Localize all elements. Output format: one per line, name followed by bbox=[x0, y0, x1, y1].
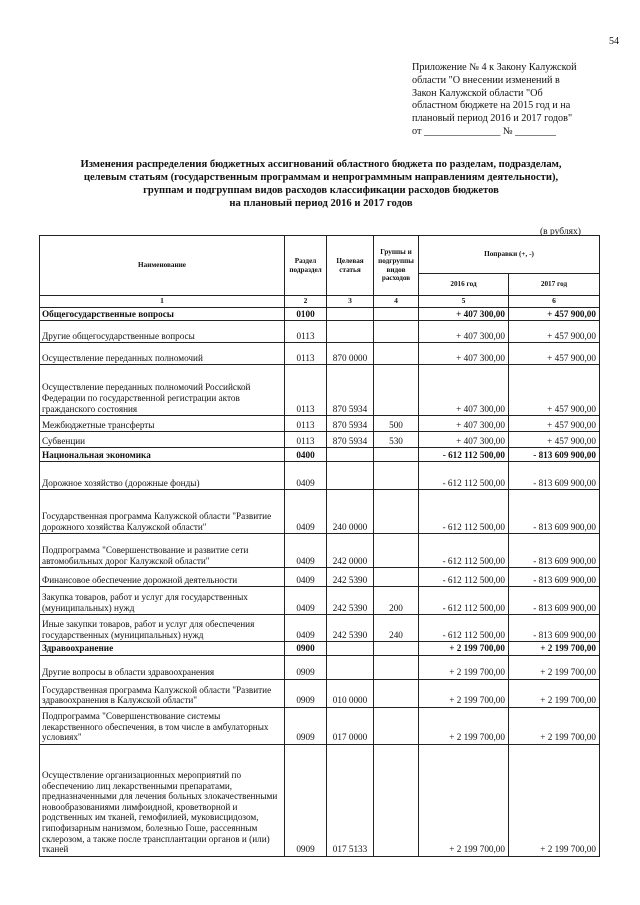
row-value-2017: - 813 609 900,00 bbox=[509, 448, 600, 462]
row-group: 530 bbox=[374, 432, 419, 448]
row-target bbox=[327, 321, 374, 343]
row-target bbox=[327, 655, 374, 679]
row-value-2016: + 407 300,00 bbox=[419, 365, 509, 416]
table-row bbox=[40, 679, 600, 707]
column-number: 2 bbox=[285, 296, 327, 308]
row-section: 0113 bbox=[285, 416, 327, 432]
table-row bbox=[40, 587, 600, 615]
row-target bbox=[327, 642, 374, 656]
row-value-2016: - 612 112 500,00 bbox=[419, 490, 509, 534]
row-group bbox=[374, 568, 419, 587]
table-row bbox=[40, 655, 600, 679]
table-row bbox=[40, 490, 600, 534]
row-section: 0409 bbox=[285, 490, 327, 534]
row-group bbox=[374, 343, 419, 365]
table-row bbox=[40, 707, 600, 744]
row-section: 0409 bbox=[285, 615, 327, 642]
appendix-line: плановый период 2016 и 2017 годов" bbox=[412, 113, 573, 125]
row-group bbox=[374, 655, 419, 679]
row-name: Дорожное хозяйство (дорожные фонды) bbox=[40, 462, 285, 490]
row-value-2016: + 2 199 700,00 bbox=[419, 642, 509, 656]
row-value-2017: + 457 900,00 bbox=[509, 416, 600, 432]
title-line: на плановый период 2016 и 2017 годов bbox=[229, 198, 413, 209]
row-name: Межбюджетные трансферты bbox=[40, 416, 285, 432]
table-row bbox=[40, 615, 600, 642]
column-number: 4 bbox=[374, 296, 419, 308]
row-target: 870 5934 bbox=[327, 416, 374, 432]
row-value-2017: + 2 199 700,00 bbox=[509, 707, 600, 744]
row-value-2016: + 2 199 700,00 bbox=[419, 679, 509, 707]
appendix-note bbox=[412, 62, 602, 139]
row-section: 0409 bbox=[285, 568, 327, 587]
row-name: Закупка товаров, работ и услуг для государственных (муниципальных) нужд bbox=[40, 587, 285, 615]
column-number: 6 bbox=[509, 296, 600, 308]
row-target bbox=[327, 448, 374, 462]
row-value-2017: + 457 900,00 bbox=[509, 432, 600, 448]
appendix-line: от _______________ № ________ bbox=[412, 125, 556, 137]
row-value-2017: - 813 609 900,00 bbox=[509, 534, 600, 568]
row-value-2016: + 407 300,00 bbox=[419, 432, 509, 448]
table-row bbox=[40, 432, 600, 448]
row-section: 0113 bbox=[285, 343, 327, 365]
row-value-2016: + 407 300,00 bbox=[419, 307, 509, 321]
row-section: 0113 bbox=[285, 321, 327, 343]
row-group bbox=[374, 321, 419, 343]
row-value-2017: - 813 609 900,00 bbox=[509, 587, 600, 615]
row-group bbox=[374, 642, 419, 656]
title-line: целевым статьям (государственным программам и непрограммным направлениям деятельности), bbox=[83, 172, 559, 183]
row-value-2016: + 407 300,00 bbox=[419, 416, 509, 432]
row-value-2016: + 407 300,00 bbox=[419, 343, 509, 365]
row-target: 240 0000 bbox=[327, 490, 374, 534]
row-section: 0909 bbox=[285, 707, 327, 744]
row-name: Государственная программа Калужской области "Развитие дорожного хозяйства Калужской области" bbox=[40, 490, 285, 534]
title-line: группам и подгруппам видов расходов классификации расходов бюджетов bbox=[143, 185, 499, 196]
row-target: 870 5934 bbox=[327, 365, 374, 416]
table-row bbox=[40, 307, 600, 321]
row-group bbox=[374, 707, 419, 744]
row-group bbox=[374, 679, 419, 707]
header-section: Раздел подраздел bbox=[285, 236, 327, 296]
row-value-2016: - 612 112 500,00 bbox=[419, 615, 509, 642]
row-target: 242 5390 bbox=[327, 587, 374, 615]
row-value-2016: + 2 199 700,00 bbox=[419, 707, 509, 744]
row-section: 0909 bbox=[285, 655, 327, 679]
row-value-2016: + 2 199 700,00 bbox=[419, 655, 509, 679]
row-name: Финансовое обеспечение дорожной деятельности bbox=[40, 568, 285, 587]
row-name: Другие общегосударственные вопросы bbox=[40, 321, 285, 343]
row-name: Национальная экономика bbox=[40, 448, 285, 462]
row-target bbox=[327, 462, 374, 490]
table-row bbox=[40, 642, 600, 656]
row-name: Осуществление организационных мероприятий по обеспечению лиц лекарственными препаратами, предназначенными для лечения больных злокачественными новообразованиями лимфоидной, кроветворной и родственных им тканей, гемофилией, муковисцидозом, гипофизарным нанизмом, болезнью Гоше, рассеянным склерозом, а также после трансплантации органов и (или) тканей bbox=[40, 744, 285, 856]
header-groups: Группы и подгруппы видов расходов bbox=[374, 236, 419, 296]
column-number: 5 bbox=[419, 296, 509, 308]
row-group: 500 bbox=[374, 416, 419, 432]
row-value-2017: + 2 199 700,00 bbox=[509, 642, 600, 656]
row-value-2016: - 612 112 500,00 bbox=[419, 534, 509, 568]
row-value-2017: + 457 900,00 bbox=[509, 343, 600, 365]
row-group bbox=[374, 462, 419, 490]
row-name: Осуществление переданных полномочий Российской Федерации по государственной регистрации актов гражданского состояния bbox=[40, 365, 285, 416]
row-value-2017: - 813 609 900,00 bbox=[509, 568, 600, 587]
row-name: Государственная программа Калужской области "Развитие здравоохранения в Калужской области" bbox=[40, 679, 285, 707]
header-target: Целевая статья bbox=[327, 236, 374, 296]
row-name: Здравоохранение bbox=[40, 642, 285, 656]
row-name: Общегосударственные вопросы bbox=[40, 307, 285, 321]
row-section: 0113 bbox=[285, 432, 327, 448]
row-target bbox=[327, 307, 374, 321]
row-name: Подпрограмма "Совершенствование системы лекарственного обеспечения, в том числе в амбулаторных условиях" bbox=[40, 707, 285, 744]
row-target: 242 5390 bbox=[327, 568, 374, 587]
header-amendments: Поправки (+, -) bbox=[419, 236, 600, 274]
row-section: 0909 bbox=[285, 744, 327, 856]
row-value-2017: + 2 199 700,00 bbox=[509, 744, 600, 856]
row-name: Другие вопросы в области здравоохранения bbox=[40, 655, 285, 679]
table-row bbox=[40, 462, 600, 490]
row-target: 010 0000 bbox=[327, 679, 374, 707]
table-row bbox=[40, 416, 600, 432]
row-name: Субвенции bbox=[40, 432, 285, 448]
row-section: 0100 bbox=[285, 307, 327, 321]
row-section: 0113 bbox=[285, 365, 327, 416]
row-target: 870 5934 bbox=[327, 432, 374, 448]
header-name: Наименование bbox=[40, 236, 285, 296]
row-section: 0400 bbox=[285, 448, 327, 462]
row-target: 870 0000 bbox=[327, 343, 374, 365]
column-number: 1 bbox=[40, 296, 285, 308]
row-target: 017 5133 bbox=[327, 744, 374, 856]
table-row bbox=[40, 744, 600, 856]
row-value-2016: - 612 112 500,00 bbox=[419, 568, 509, 587]
table-row bbox=[40, 343, 600, 365]
table-row bbox=[40, 365, 600, 416]
row-group: 240 bbox=[374, 615, 419, 642]
row-section: 0909 bbox=[285, 679, 327, 707]
unit-note: (в рублях) bbox=[540, 227, 581, 237]
row-group: 200 bbox=[374, 587, 419, 615]
page-number: 54 bbox=[609, 36, 619, 47]
row-value-2017: + 457 900,00 bbox=[509, 307, 600, 321]
row-group bbox=[374, 744, 419, 856]
row-section: 0900 bbox=[285, 642, 327, 656]
row-value-2016: - 612 112 500,00 bbox=[419, 587, 509, 615]
appendix-line: Закон Калужской области "Об bbox=[412, 87, 543, 99]
row-target: 242 0000 bbox=[327, 534, 374, 568]
header-2016: 2016 год bbox=[419, 274, 509, 296]
row-value-2016: - 612 112 500,00 bbox=[419, 462, 509, 490]
title-line: Изменения распределения бюджетных ассигнований областного бюджета по разделам, подразделам, bbox=[80, 159, 562, 170]
appendix-line: областном бюджете на 2015 год и на bbox=[412, 100, 571, 112]
row-value-2017: - 813 609 900,00 bbox=[509, 615, 600, 642]
row-value-2017: + 457 900,00 bbox=[509, 321, 600, 343]
table-row bbox=[40, 568, 600, 587]
row-section: 0409 bbox=[285, 534, 327, 568]
row-value-2017: + 457 900,00 bbox=[509, 365, 600, 416]
row-section: 0409 bbox=[285, 462, 327, 490]
table-row bbox=[40, 321, 600, 343]
row-group bbox=[374, 307, 419, 321]
row-value-2017: + 2 199 700,00 bbox=[509, 655, 600, 679]
row-value-2016: + 407 300,00 bbox=[419, 321, 509, 343]
budget-table bbox=[39, 235, 600, 857]
row-value-2017: - 813 609 900,00 bbox=[509, 490, 600, 534]
row-target: 242 5390 bbox=[327, 615, 374, 642]
row-name: Осуществление переданных полномочий bbox=[40, 343, 285, 365]
row-value-2017: - 813 609 900,00 bbox=[509, 462, 600, 490]
row-name: Иные закупки товаров, работ и услуг для обеспечения государственных (муниципальных) нужд bbox=[40, 615, 285, 642]
row-value-2016: + 2 199 700,00 bbox=[419, 744, 509, 856]
appendix-line: области "О внесении изменений в bbox=[412, 74, 560, 86]
table-row bbox=[40, 448, 600, 462]
appendix-line: Приложение № 4 к Закону Калужской bbox=[412, 62, 577, 73]
row-group bbox=[374, 365, 419, 416]
row-value-2017: + 2 199 700,00 bbox=[509, 679, 600, 707]
row-target: 017 0000 bbox=[327, 707, 374, 744]
row-name: Подпрограмма "Совершенствование и развитие сети автомобильных дорог Калужской области" bbox=[40, 534, 285, 568]
column-number: 3 bbox=[327, 296, 374, 308]
row-group bbox=[374, 534, 419, 568]
row-group bbox=[374, 490, 419, 534]
header-2017: 2017 год bbox=[509, 274, 600, 296]
row-section: 0409 bbox=[285, 587, 327, 615]
row-value-2016: - 612 112 500,00 bbox=[419, 448, 509, 462]
row-group bbox=[374, 448, 419, 462]
table-row bbox=[40, 534, 600, 568]
document-title bbox=[40, 158, 602, 210]
